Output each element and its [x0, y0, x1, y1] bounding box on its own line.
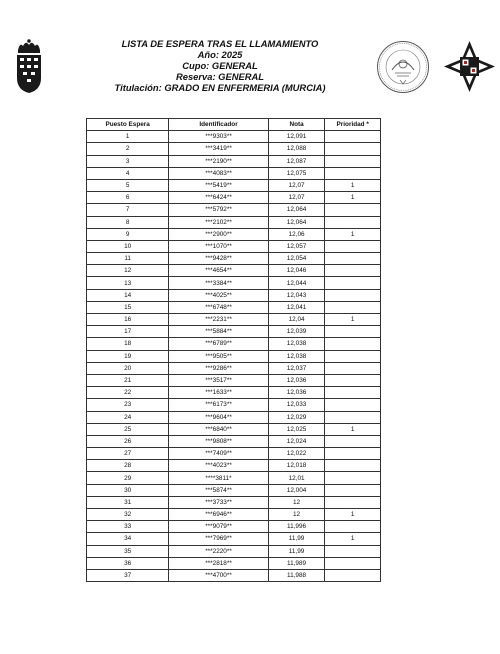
cell-position: 13 [87, 277, 169, 289]
table-body [87, 131, 381, 582]
cell-priority [325, 387, 381, 399]
column-header-grade: Nota [268, 119, 325, 131]
cell-grade: 12,064 [268, 216, 325, 228]
cell-identifier: ***7969** [169, 533, 268, 545]
cell-grade: 12,039 [268, 326, 325, 338]
cell-position: 2 [87, 143, 169, 155]
cell-grade: 11,99 [268, 545, 325, 557]
cell-position: 17 [87, 326, 169, 338]
table-row [87, 569, 381, 581]
cell-grade: 12,075 [268, 167, 325, 179]
table-row [87, 362, 381, 374]
cell-priority: 1 [325, 314, 381, 326]
table-row [87, 192, 381, 204]
cell-position: 19 [87, 350, 169, 362]
cell-position: 27 [87, 448, 169, 460]
cell-position: 20 [87, 362, 169, 374]
table-row [87, 374, 381, 386]
table-row [87, 326, 381, 338]
table-row [87, 277, 381, 289]
cell-identifier: ***4083** [169, 167, 268, 179]
cell-position: 31 [87, 496, 169, 508]
cell-identifier: ***9303** [169, 131, 268, 143]
cell-priority [325, 569, 381, 581]
cell-identifier: ***6789** [169, 338, 268, 350]
table-row [87, 387, 381, 399]
table-row [87, 204, 381, 216]
table-row [87, 533, 381, 545]
cell-priority [325, 131, 381, 143]
cell-identifier: ***3733** [169, 496, 268, 508]
cell-position: 33 [87, 521, 169, 533]
table-row [87, 521, 381, 533]
table-row [87, 314, 381, 326]
cell-identifier: ***1633** [169, 387, 268, 399]
cell-grade: 12,022 [268, 448, 325, 460]
table-row [87, 545, 381, 557]
table-row [87, 472, 381, 484]
cell-priority [325, 399, 381, 411]
cell-grade: 12,07 [268, 179, 325, 191]
list-title: LISTA DE ESPERA TRAS EL LLAMAMIENTO [121, 38, 319, 49]
cell-grade: 12 [268, 509, 325, 521]
cell-position: 28 [87, 460, 169, 472]
cell-identifier: ***9286** [169, 362, 268, 374]
cell-position: 10 [87, 240, 169, 252]
cell-priority: 1 [325, 228, 381, 240]
cell-grade: 11,99 [268, 533, 325, 545]
cell-priority [325, 265, 381, 277]
table-row [87, 460, 381, 472]
cell-priority [325, 411, 381, 423]
cell-identifier: ***6173** [169, 399, 268, 411]
cell-grade: 12,024 [268, 435, 325, 447]
cell-position: 24 [87, 411, 169, 423]
cell-priority [325, 143, 381, 155]
cell-grade: 12,064 [268, 204, 325, 216]
cell-priority [325, 216, 381, 228]
cell-grade: 12,036 [268, 387, 325, 399]
cell-identifier: ***9428** [169, 253, 268, 265]
table-row [87, 301, 381, 313]
cell-identifier: ***6748** [169, 301, 268, 313]
cell-priority [325, 460, 381, 472]
cell-priority [325, 435, 381, 447]
table-row [87, 411, 381, 423]
column-header-identifier: Identificador [169, 119, 268, 131]
cell-position: 18 [87, 338, 169, 350]
cell-identifier: ***4654** [169, 265, 268, 277]
cell-identifier: ***1070** [169, 240, 268, 252]
cell-grade: 12,041 [268, 301, 325, 313]
cell-position: 16 [87, 314, 169, 326]
table-row [87, 448, 381, 460]
cell-priority [325, 472, 381, 484]
cell-position: 15 [87, 301, 169, 313]
cell-grade: 12,01 [268, 472, 325, 484]
cell-grade: 12,091 [268, 131, 325, 143]
cell-priority [325, 155, 381, 167]
cell-priority [325, 484, 381, 496]
cell-grade: 12,046 [268, 265, 325, 277]
table-row [87, 143, 381, 155]
cell-identifier: ***9604** [169, 411, 268, 423]
cell-grade: 12,043 [268, 289, 325, 301]
cell-position: 35 [87, 545, 169, 557]
cell-position: 14 [87, 289, 169, 301]
cell-priority [325, 545, 381, 557]
cell-grade: 12,038 [268, 350, 325, 362]
cell-identifier: ***9079** [169, 521, 268, 533]
cell-priority [325, 204, 381, 216]
table-row [87, 253, 381, 265]
cell-grade: 12,018 [268, 460, 325, 472]
coat-of-arms-logo-icon [14, 38, 44, 94]
cell-priority [325, 277, 381, 289]
table-row [87, 484, 381, 496]
cell-identifier: ***5792** [169, 204, 268, 216]
cell-grade: 11,988 [268, 569, 325, 581]
cell-identifier: ****3811* [169, 472, 268, 484]
cell-grade: 12,036 [268, 374, 325, 386]
cell-position: 3 [87, 155, 169, 167]
cell-priority [325, 240, 381, 252]
cell-priority [325, 448, 381, 460]
cell-priority [325, 521, 381, 533]
table-row [87, 338, 381, 350]
cell-position: 26 [87, 435, 169, 447]
cell-position: 25 [87, 423, 169, 435]
table-row [87, 557, 381, 569]
cell-grade: 12,054 [268, 253, 325, 265]
table-row [87, 240, 381, 252]
cell-identifier: ***2818** [169, 557, 268, 569]
cell-position: 9 [87, 228, 169, 240]
cell-priority [325, 289, 381, 301]
cell-position: 1 [87, 131, 169, 143]
cell-grade: 12,025 [268, 423, 325, 435]
table-row [87, 155, 381, 167]
cell-priority: 1 [325, 192, 381, 204]
cell-grade: 12,04 [268, 314, 325, 326]
cell-identifier: ***4023** [169, 460, 268, 472]
table-row [87, 265, 381, 277]
cell-grade: 12,07 [268, 192, 325, 204]
cell-grade: 12,033 [268, 399, 325, 411]
table-row [87, 399, 381, 411]
cell-position: 30 [87, 484, 169, 496]
cell-identifier: ***2190** [169, 155, 268, 167]
table-row [87, 496, 381, 508]
cell-identifier: ***2231** [169, 314, 268, 326]
cell-identifier: ***5884** [169, 326, 268, 338]
cell-priority: 1 [325, 179, 381, 191]
cell-position: 12 [87, 265, 169, 277]
cell-grade: 12,087 [268, 155, 325, 167]
cell-position: 8 [87, 216, 169, 228]
table-row [87, 435, 381, 447]
quota-line: Cupo: GENERAL [182, 60, 258, 71]
degree-line: Titulación: GRADO EN ENFERMERIA (MURCIA) [114, 82, 326, 93]
cell-identifier: ***6946** [169, 509, 268, 521]
cell-grade: 12,088 [268, 143, 325, 155]
cell-identifier: ***6840** [169, 423, 268, 435]
column-header-priority: Prioridad * [325, 119, 381, 131]
university-seal-icon [376, 40, 430, 94]
table-row [87, 350, 381, 362]
cell-identifier: ***2900** [169, 228, 268, 240]
cell-position: 11 [87, 253, 169, 265]
cell-grade: 12,038 [268, 338, 325, 350]
cell-position: 4 [87, 167, 169, 179]
cell-grade: 12 [268, 496, 325, 508]
cell-priority [325, 338, 381, 350]
cell-priority [325, 496, 381, 508]
cell-identifier: ***7409** [169, 448, 268, 460]
waiting-list-table [86, 118, 381, 582]
reserve-line: Reserva: GENERAL [175, 71, 265, 82]
cell-identifier: ***2220** [169, 545, 268, 557]
cell-position: 37 [87, 569, 169, 581]
cell-position: 23 [87, 399, 169, 411]
cell-position: 36 [87, 557, 169, 569]
cell-identifier: ***4700** [169, 569, 268, 581]
table-row [87, 509, 381, 521]
cell-identifier: ***9505** [169, 350, 268, 362]
cell-grade: 12,004 [268, 484, 325, 496]
cell-grade: 12,029 [268, 411, 325, 423]
cell-identifier: ***6424** [169, 192, 268, 204]
cell-priority [325, 253, 381, 265]
cell-priority [325, 557, 381, 569]
cell-priority: 1 [325, 533, 381, 545]
cell-priority [325, 167, 381, 179]
cell-priority [325, 326, 381, 338]
cell-grade: 12,057 [268, 240, 325, 252]
cell-grade: 12,044 [268, 277, 325, 289]
university-emblem-icon [443, 40, 496, 93]
cell-identifier: ***5419** [169, 179, 268, 191]
cell-priority [325, 374, 381, 386]
cell-position: 21 [87, 374, 169, 386]
header-title-block [70, 38, 370, 93]
cell-identifier: ***4025** [169, 289, 268, 301]
cell-identifier: ***5874** [169, 484, 268, 496]
cell-position: 32 [87, 509, 169, 521]
cell-position: 22 [87, 387, 169, 399]
cell-identifier: ***3419** [169, 143, 268, 155]
cell-position: 34 [87, 533, 169, 545]
cell-priority [325, 301, 381, 313]
cell-grade: 12,06 [268, 228, 325, 240]
cell-priority [325, 350, 381, 362]
cell-identifier: ***9808** [169, 435, 268, 447]
cell-identifier: ***2102** [169, 216, 268, 228]
table-header-row [87, 119, 381, 131]
cell-priority [325, 362, 381, 374]
year-line: Año: 2025 [197, 49, 243, 60]
table-row [87, 228, 381, 240]
cell-grade: 11,989 [268, 557, 325, 569]
table-row [87, 179, 381, 191]
table-row [87, 423, 381, 435]
cell-position: 29 [87, 472, 169, 484]
cell-identifier: ***3384** [169, 277, 268, 289]
table-row [87, 216, 381, 228]
cell-identifier: ***3517** [169, 374, 268, 386]
cell-position: 6 [87, 192, 169, 204]
column-header-position: Puesto Espera [87, 119, 169, 131]
cell-grade: 12,037 [268, 362, 325, 374]
cell-position: 5 [87, 179, 169, 191]
cell-grade: 11,996 [268, 521, 325, 533]
cell-priority: 1 [325, 423, 381, 435]
table-row [87, 167, 381, 179]
cell-position: 7 [87, 204, 169, 216]
table-row [87, 289, 381, 301]
cell-priority: 1 [325, 509, 381, 521]
table-row [87, 131, 381, 143]
